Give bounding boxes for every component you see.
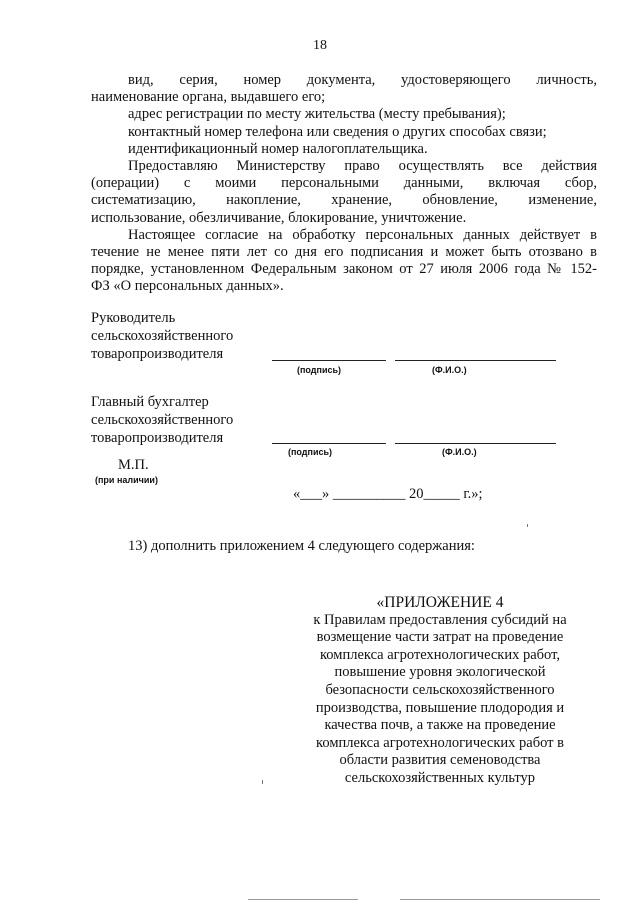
appendix-line: области развития семеноводства xyxy=(339,752,541,769)
signature-label-line: сельскохозяйственного xyxy=(91,327,234,344)
instruction-text: 13) дополнить приложением 4 следующего содержания: xyxy=(128,538,475,554)
signature-caption: (подпись) xyxy=(288,447,333,457)
text-line: Предоставляю Министерству право осуществлять все действия xyxy=(128,158,597,175)
text-line: Настоящее согласие на обработку персональных данных действует в xyxy=(128,226,597,243)
head-name-line xyxy=(395,360,556,361)
appendix-line: комплекса агротехнологических работ в xyxy=(316,734,564,751)
text-line: течение не менее пяти лет со дня его подписания и может быть отозвано в xyxy=(91,244,597,261)
text-line: наименование органа, выдавшего его; xyxy=(91,89,326,106)
appendix-title: «ПРИЛОЖЕНИЕ 4 xyxy=(376,594,504,611)
appendix-line: возмещение части затрат на проведение xyxy=(316,629,564,646)
text-line: адрес регистрации по месту жительства (месту пребывания); xyxy=(128,106,506,123)
appendix-line: повышение уровня экологической xyxy=(334,664,546,681)
date-line: «___» __________ 20_____ г.»; xyxy=(293,486,483,502)
accountant-signature-line xyxy=(272,443,386,444)
stamp-placeholder: М.П. xyxy=(118,457,149,473)
signature-label-line: товаропроизводителя xyxy=(91,429,224,446)
name-caption: (Ф.И.О.) xyxy=(442,447,477,457)
appendix-line: к Правилам предоставления субсидий на xyxy=(313,611,567,628)
text-line: вид, серия, номер документа, удостоверяющего личность, xyxy=(128,72,597,88)
appendix-line: комплекса агротехнологических работ, xyxy=(320,646,560,663)
signature-label-line: сельскохозяйственного xyxy=(91,411,234,428)
text-line: идентификационный номер налогоплательщика. xyxy=(128,140,428,157)
name-caption: (Ф.И.О.) xyxy=(432,365,467,375)
stamp-note: (при наличии) xyxy=(95,475,158,485)
text-line: ФЗ «О персональных данных». xyxy=(91,278,284,295)
head-signature-line xyxy=(272,360,386,361)
signature-label-line: Главный бухгалтер xyxy=(91,394,209,410)
scan-edge-line xyxy=(400,899,600,900)
page-number: 18 xyxy=(313,38,327,53)
accountant-name-line xyxy=(395,443,556,444)
scan-speck xyxy=(262,780,263,784)
appendix-line: сельскохозяйственных культур xyxy=(344,769,536,786)
head-signature-label xyxy=(91,310,233,363)
signature-caption: (подпись) xyxy=(297,365,342,375)
appendix-heading xyxy=(295,594,585,788)
signature-label-line: Руководитель xyxy=(91,310,176,326)
scan-edge-line xyxy=(248,899,358,900)
signature-label-line: товаропроизводителя xyxy=(91,345,224,362)
text-line: (операции) с моими персональными данными, включая сбор, xyxy=(91,175,597,192)
text-line: использование, обезличивание, блокирование, уничтожение. xyxy=(91,209,467,226)
text-line: порядке, установленном Федеральным законом от 27 июля 2006 года № 152- xyxy=(91,261,597,278)
accountant-signature-label xyxy=(91,394,233,447)
text-line: контактный номер телефона или сведения о других способах связи; xyxy=(128,123,547,140)
appendix-line: безопасности сельскохозяйственного xyxy=(325,681,555,698)
consent-text xyxy=(91,72,597,296)
appendix-line: производства, повышение плодородия и xyxy=(315,699,565,716)
scan-speck xyxy=(527,524,528,527)
appendix-line: качества почв, а также на проведение xyxy=(324,717,556,734)
text-line: систематизацию, накопление, хранение, обновление, изменение, xyxy=(91,192,597,209)
